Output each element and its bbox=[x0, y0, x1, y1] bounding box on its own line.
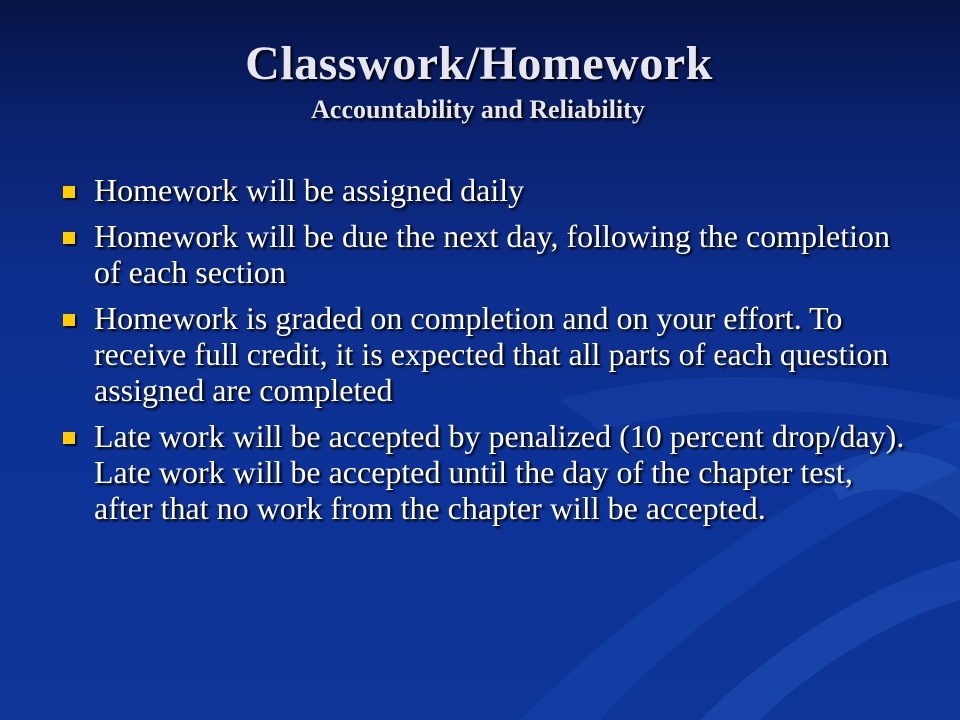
bullet-item bbox=[60, 218, 910, 290]
slide-subtitle: Accountability and Reliability bbox=[311, 94, 645, 124]
bullet-list bbox=[60, 172, 910, 536]
bullet-text: Homework is graded on completion and on your effort. To receive full credit, it is expected that all parts of each question assigned are completed bbox=[94, 300, 889, 408]
square-bullet-icon bbox=[63, 232, 75, 244]
square-bullet-icon bbox=[63, 432, 75, 444]
bullet-text: Homework will be assigned daily bbox=[94, 172, 525, 208]
bullet-text: Homework will be due the next day, following the completion of each section bbox=[94, 218, 890, 290]
square-bullet-icon bbox=[63, 186, 75, 198]
title-block bbox=[0, 38, 960, 124]
square-bullet-icon bbox=[63, 314, 75, 326]
bullet-text: Late work will be accepted by penalized (10 percent drop/day). Late work will be accepted until the day of the chapter test, after that no work from the chapter will be accepted. bbox=[94, 418, 905, 526]
bullet-item bbox=[60, 300, 910, 408]
slide-title: Classwork/Homework bbox=[245, 37, 713, 90]
bullet-item bbox=[60, 172, 910, 208]
bullet-item bbox=[60, 418, 910, 526]
